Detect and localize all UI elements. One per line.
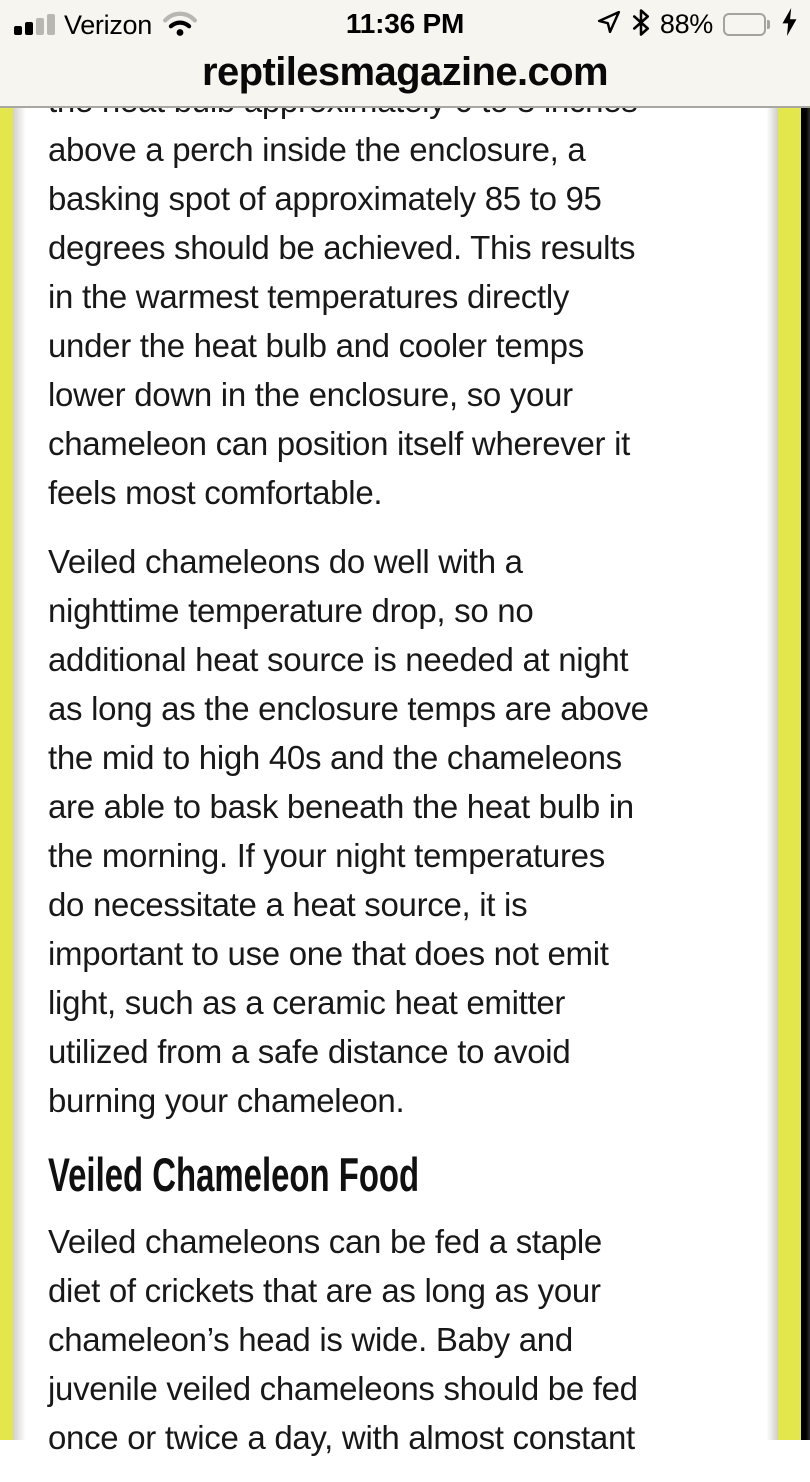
- carrier-label: Verizon: [64, 9, 152, 40]
- section-heading: Veiled Chameleon Food: [48, 1148, 420, 1201]
- wifi-icon: [163, 11, 197, 42]
- battery-percent-label: 88%: [659, 9, 713, 39]
- text-line: once or twice a day, with almost constant: [48, 1419, 635, 1456]
- text-line: nighttime temperature drop, so no: [48, 592, 534, 629]
- signal-bar: [14, 26, 22, 35]
- text-line: additional heat source is needed at night: [48, 641, 629, 678]
- text-line: Veiled chameleons can be fed a staple: [48, 1223, 602, 1260]
- text-line: in the warmest temperatures directly: [48, 278, 570, 315]
- text-line: juvenile veiled chameleons should be fed: [48, 1370, 638, 1407]
- status-bar: [0, 0, 810, 44]
- text-line: degrees should be achieved. This results: [48, 229, 636, 266]
- status-bar-right: [596, 8, 798, 41]
- article: [48, 76, 748, 1482]
- paragraph: [48, 537, 748, 1125]
- text-line: under the heat bulb and cooler temps: [48, 327, 584, 364]
- location-arrow-icon: [596, 9, 622, 40]
- text-line: feels most comfortable.: [48, 474, 383, 511]
- page-url-label[interactable]: reptilesmagazine.com: [202, 49, 608, 94]
- url-bar[interactable]: [0, 44, 810, 106]
- text-line: chameleon can position itself wherever it: [48, 425, 631, 462]
- signal-bar: [25, 22, 33, 35]
- text-line: are able to bask beneath the heat bulb in: [48, 788, 634, 825]
- paragraph: [48, 76, 748, 517]
- page-viewport[interactable]: [0, 108, 810, 1456]
- signal-bar: [47, 14, 55, 35]
- paragraph: [48, 1217, 748, 1462]
- browser-header: [0, 0, 810, 108]
- status-bar-left: [14, 8, 197, 42]
- text-line: burning your chameleon.: [48, 1082, 405, 1119]
- content-shadow-right: [767, 108, 778, 1440]
- text-line: diet of crickets that are as long as your: [48, 1272, 601, 1309]
- charging-bolt-icon: [781, 8, 798, 41]
- bluetooth-icon: [632, 9, 650, 41]
- battery-icon: [723, 13, 771, 37]
- text-line: important to use one that does not emit: [48, 935, 609, 972]
- text-line: utilized from a safe distance to avoid: [48, 1033, 571, 1070]
- page-border-left: [0, 108, 13, 1440]
- text-line: the morning. If your night temperatures: [48, 837, 605, 874]
- text-line: as long as the enclosure temps are above: [48, 690, 649, 727]
- page-border-right: [778, 108, 801, 1440]
- text-line: light, such as a ceramic heat emitter: [48, 984, 566, 1021]
- text-line: chameleon’s head is wide. Baby and: [48, 1321, 573, 1358]
- text-line: basking spot of approximately 85 to 95: [48, 180, 602, 217]
- clock-label: 11:36 PM: [345, 8, 465, 39]
- cellular-signal-icon: [14, 14, 55, 36]
- text-line: lower down in the enclosure, so your: [48, 376, 573, 413]
- text-line: above a perch inside the enclosure, a: [48, 131, 586, 168]
- text-line: the mid to high 40s and the chameleons: [48, 739, 622, 776]
- screen-edge-strip: [801, 108, 810, 1440]
- signal-bar: [36, 18, 44, 35]
- text-line: Veiled chameleons do well with a: [48, 543, 523, 580]
- content-shadow-left: [13, 108, 26, 1440]
- text-line: do necessitate a heat source, it is: [48, 886, 528, 923]
